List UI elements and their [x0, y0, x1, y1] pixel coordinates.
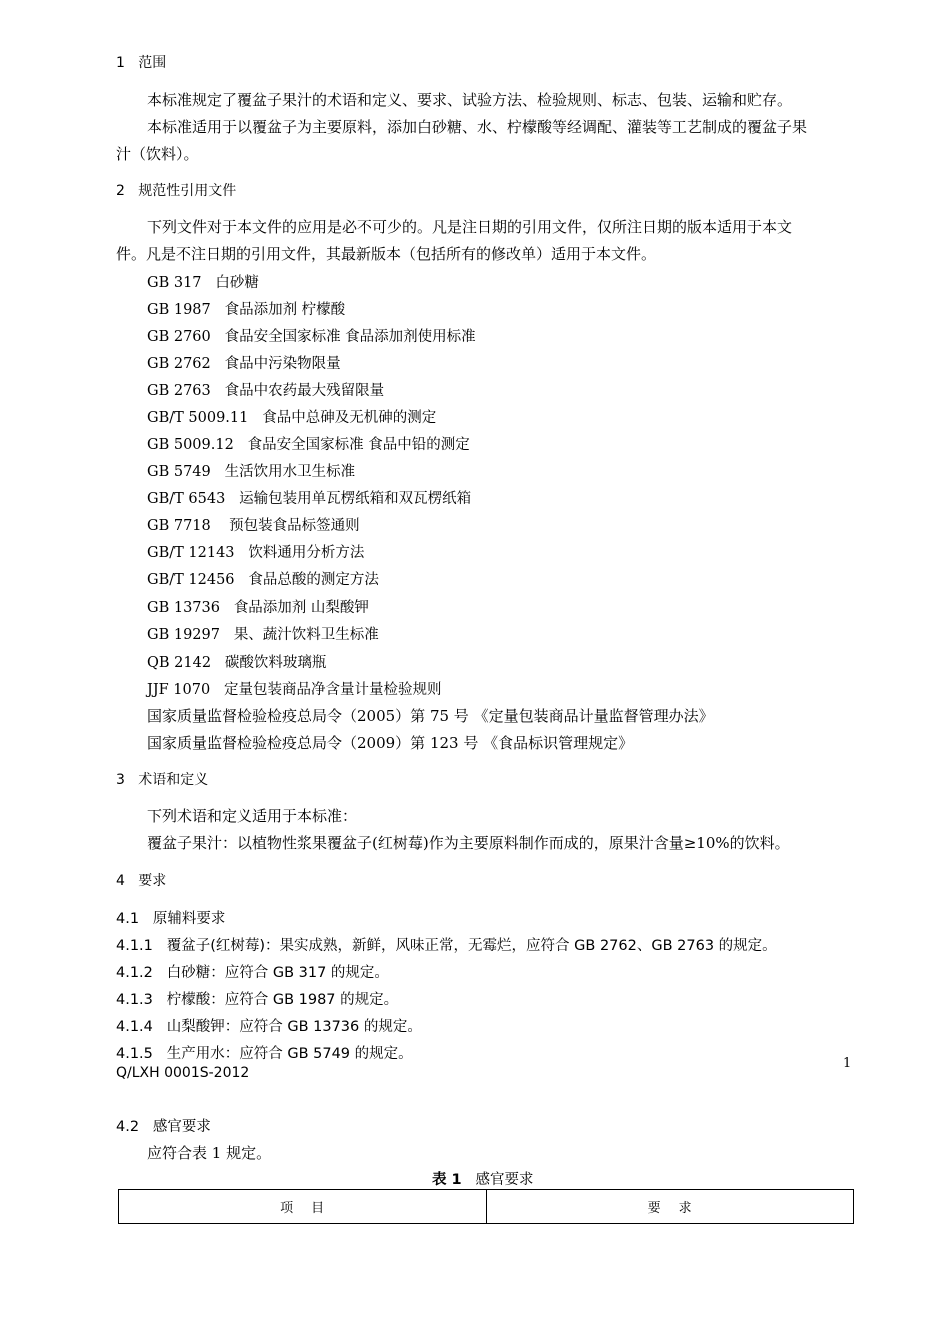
item-text: 生产用水：应符合 GB 5749 的规定。: [166, 1046, 413, 1062]
ref-title: 生活饮用水卫生标准: [224, 464, 356, 480]
ref-code: GB 19297: [147, 627, 220, 643]
item-number: 4.1.1: [116, 938, 153, 954]
reference-item: [147, 433, 470, 454]
ref-title: 预包装食品标签通则: [224, 518, 360, 534]
requirement-item: [116, 1042, 413, 1063]
ref-code: GB 317: [147, 275, 202, 291]
section-title: 术语和定义: [138, 772, 209, 788]
ref-title: 食品添加剂 柠檬酸: [224, 302, 346, 318]
item-text: 覆盆子(红树莓)：果实成熟，新鲜，风味正常，无霉烂，应符合 GB 2762、GB 2763 的规定。: [166, 938, 777, 954]
ref-code: GB/T 12456: [147, 572, 235, 588]
ref-code: GB 7718: [147, 518, 211, 534]
reference-item: [147, 460, 355, 481]
item-text: 柠檬酸：应符合 GB 1987 的规定。: [166, 992, 399, 1008]
section-number: 4: [116, 873, 125, 889]
ref-title: 饮料通用分析方法: [248, 545, 365, 561]
paragraph: 汁（饮料）。: [116, 145, 199, 163]
section-number: 3: [116, 772, 125, 788]
definition-paragraph: 覆盆子果汁：以植物性浆果覆盆子(红树莓)作为主要原料制作而成的，原果汁含量≥10%的饮料。: [147, 834, 790, 852]
paragraph: 件。凡是不注日期的引用文件，其最新版本（包括所有的修改单）适用于本文件。: [116, 245, 657, 263]
table-header-item: 项 目: [119, 1190, 487, 1224]
decree-reference: 国家质量监督检验检疫总局令（2005）第 75 号 《定量包装商品计量监督管理办法》: [147, 707, 714, 725]
ref-title: 运输包装用单瓦楞纸箱和双瓦楞纸箱: [239, 491, 472, 507]
ref-code: GB/T 12143: [147, 545, 235, 561]
item-number: 4.1.4: [116, 1019, 153, 1035]
reference-item: [147, 406, 436, 427]
paragraph: 本标准适用于以覆盆子为主要原料，添加白砂糖、水、柠檬酸等经调配、灌装等工艺制成的覆盆子果: [147, 118, 808, 136]
ref-code: QB 2142: [147, 655, 212, 671]
reference-item: [147, 623, 379, 644]
ref-code: GB 5749: [147, 464, 211, 480]
requirement-item: [116, 988, 398, 1009]
reference-item: [147, 325, 476, 346]
section-title: 要求: [138, 873, 167, 889]
ref-title: 定量包装商品净含量计量检验规则: [224, 682, 442, 698]
ref-code: GB 2762: [147, 356, 211, 372]
sensory-requirements-table: [118, 1189, 854, 1224]
page-number: 1: [843, 1056, 852, 1071]
table-caption-title: 感官要求: [475, 1172, 534, 1188]
ref-title: 果、蔬汁饮料卫生标准: [233, 627, 379, 643]
reference-item: [147, 352, 341, 373]
ref-code: GB 2760: [147, 329, 211, 345]
reference-item: [147, 568, 379, 589]
section-title: 规范性引用文件: [138, 183, 237, 199]
item-text: 山梨酸钾：应符合 GB 13736 的规定。: [166, 1019, 422, 1035]
section-3-heading: [116, 769, 208, 789]
ref-title: 食品添加剂 山梨酸钾: [233, 600, 369, 616]
table-caption: [432, 1168, 533, 1189]
requirement-item: [116, 1015, 422, 1036]
reference-item: [147, 379, 384, 400]
reference-item: [147, 678, 442, 699]
section-title: 范围: [138, 55, 167, 71]
ref-title: 碳酸饮料玻璃瓶: [224, 655, 327, 671]
document-code: Q/LXH 0001S-2012: [116, 1065, 250, 1081]
ref-title: 白砂糖: [215, 275, 259, 291]
ref-title: 食品中农药最大残留限量: [224, 383, 385, 399]
reference-item: [147, 298, 345, 319]
ref-title: 食品中总砷及无机砷的测定: [262, 410, 437, 426]
subsection-4-2-heading: [116, 1115, 211, 1136]
reference-item: [147, 514, 360, 535]
ref-code: GB 1987: [147, 302, 211, 318]
subsection-title: 感官要求: [152, 1119, 211, 1135]
reference-item: [147, 651, 326, 672]
paragraph: 本标准规定了覆盆子果汁的术语和定义、要求、试验方法、检验规则、标志、包装、运输和贮存。: [147, 91, 793, 109]
subsection-4-1-heading: [116, 907, 225, 928]
reference-item: [147, 541, 364, 562]
paragraph: 下列文件对于本文件的应用是必不可少的。凡是注日期的引用文件，仅所注日期的版本适用于本文: [147, 218, 793, 236]
section-1-heading: [116, 52, 166, 72]
item-number: 4.1.3: [116, 992, 153, 1008]
ref-title: 食品安全国家标准 食品添加剂使用标准: [224, 329, 476, 345]
section-4-heading: [116, 870, 166, 890]
ref-code: JJF 1070: [147, 682, 211, 698]
reference-item: [147, 487, 471, 508]
paragraph: 应符合表 1 规定。: [147, 1144, 272, 1162]
reference-item: [147, 596, 369, 617]
item-text: 白砂糖：应符合 GB 317 的规定。: [166, 965, 389, 981]
requirement-item: [116, 961, 389, 982]
subsection-number: 4.2: [116, 1119, 140, 1135]
section-number: 1: [116, 55, 125, 71]
requirement-item: [116, 934, 777, 955]
subsection-title: 原辅料要求: [152, 911, 226, 927]
subsection-number: 4.1: [116, 911, 140, 927]
table-header-row: [119, 1190, 854, 1224]
decree-reference: 国家质量监督检验检疫总局令（2009）第 123 号 《食品标识管理规定》: [147, 734, 634, 752]
ref-title: 食品安全国家标准 食品中铅的测定: [247, 437, 470, 453]
ref-code: GB 2763: [147, 383, 211, 399]
table-caption-number: 表 1: [432, 1172, 462, 1188]
ref-code: GB 5009.12: [147, 437, 234, 453]
ref-code: GB/T 6543: [147, 491, 226, 507]
ref-title: 食品中污染物限量: [224, 356, 341, 372]
ref-title: 食品总酸的测定方法: [248, 572, 379, 588]
section-number: 2: [116, 183, 125, 199]
item-number: 4.1.5: [116, 1046, 153, 1062]
table-header-requirement: 要 求: [486, 1190, 854, 1224]
paragraph: 下列术语和定义适用于本标准：: [147, 807, 358, 825]
section-2-heading: [116, 180, 236, 200]
ref-code: GB 13736: [147, 600, 220, 616]
reference-item: [147, 271, 259, 292]
item-number: 4.1.2: [116, 965, 153, 981]
ref-code: GB/T 5009.11: [147, 410, 249, 426]
